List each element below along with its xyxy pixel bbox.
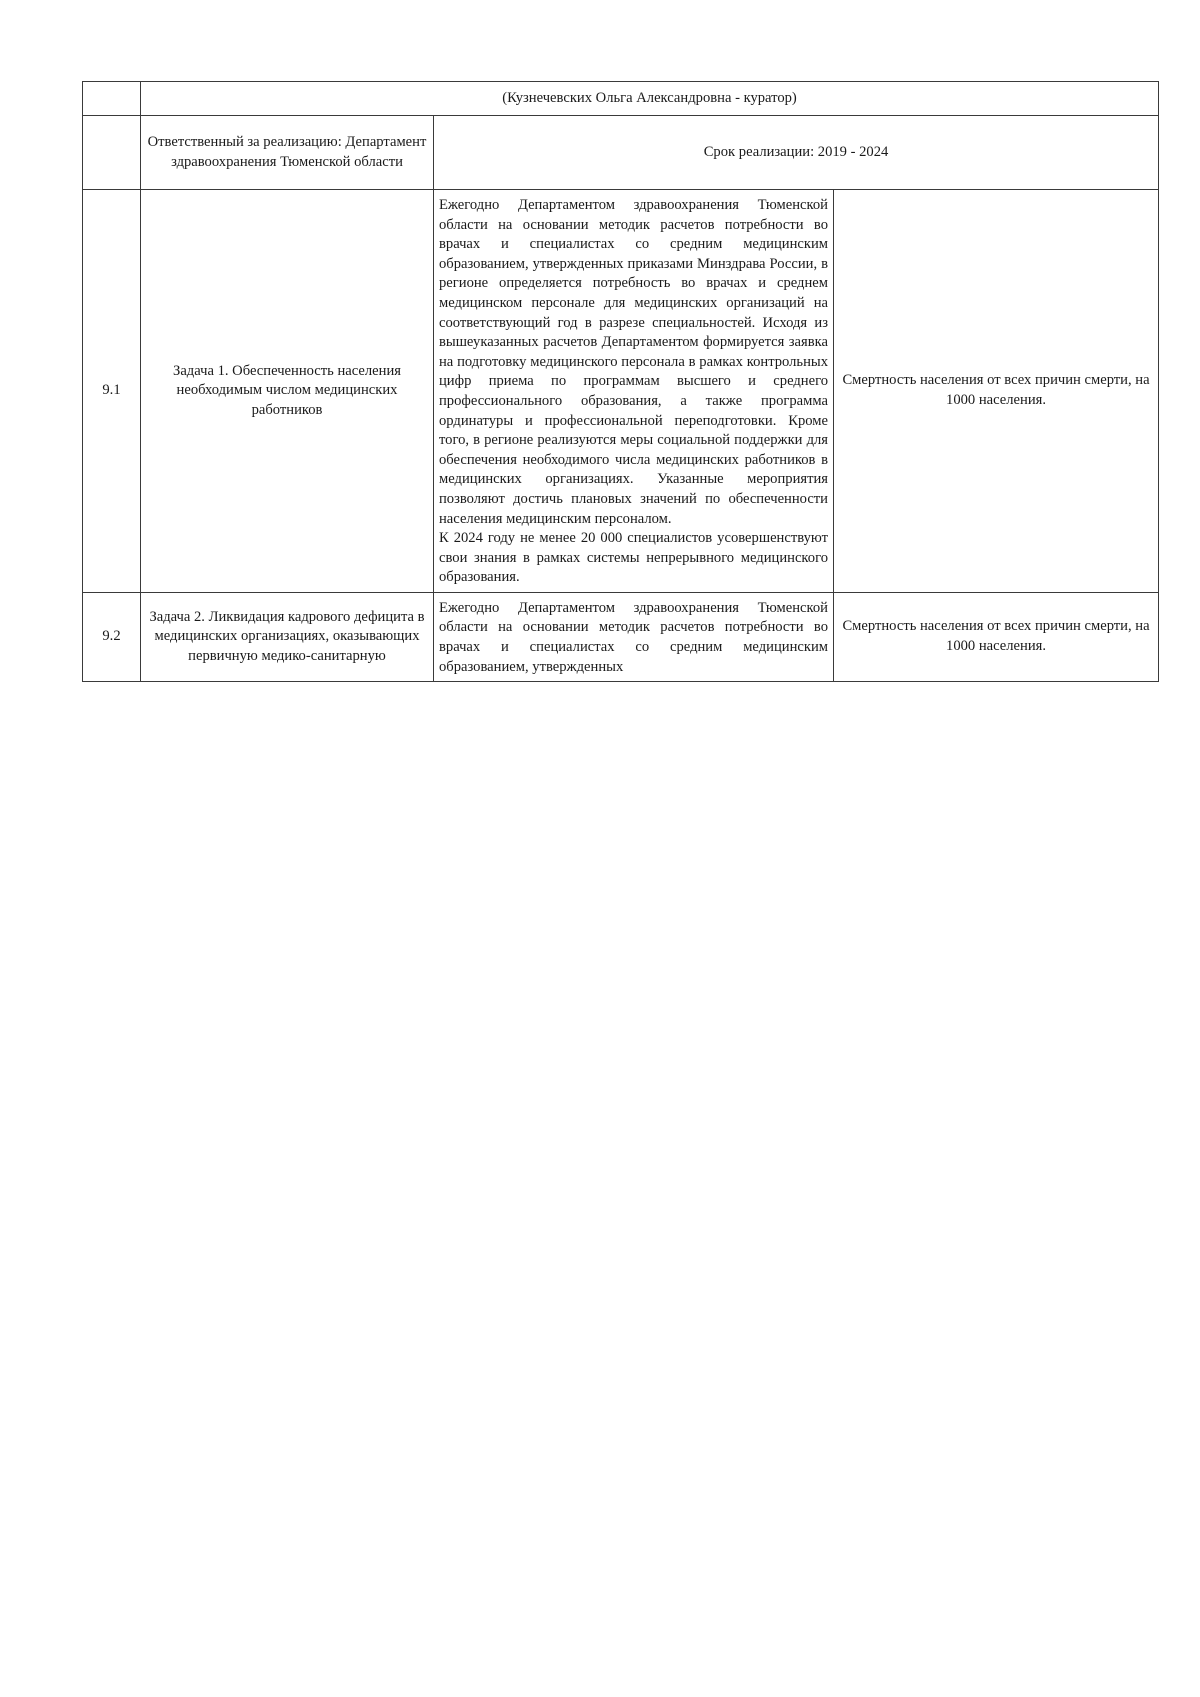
task-cell: Задача 2. Ликвидация кадрового дефицита в медицинских организациях, оказывающих первичную медико-санитарную xyxy=(141,592,434,681)
empty-num-cell xyxy=(83,116,141,190)
task-cell: Задача 1. Обеспеченность населения необходимым числом медицинских работников xyxy=(141,190,434,593)
row-number: 9.2 xyxy=(83,592,141,681)
description-paragraph: Ежегодно Департаментом здравоохранения Тюменской области на основании методик расчетов потребности во врачах и специалистах со средним медицинским образованием, утвержденных xyxy=(439,599,828,675)
curator-row xyxy=(83,82,1159,116)
indicator-cell: Смертность населения от всех причин смерти, на 1000 населения. xyxy=(834,190,1159,593)
row-number: 9.1 xyxy=(83,190,141,593)
description-cell xyxy=(434,592,834,681)
term-cell: Срок реализации: 2019 - 2024 xyxy=(434,116,1159,190)
description-cell xyxy=(434,190,834,593)
description-paragraph: К 2024 году не менее 20 000 специалистов усовершенствуют свои знания в рамках системы непрерывного медицинского образования. xyxy=(439,530,828,586)
responsible-row xyxy=(83,116,1159,190)
indicator-cell: Смертность населения от всех причин смерти, на 1000 населения. xyxy=(834,592,1159,681)
empty-num-cell xyxy=(83,82,141,116)
description-paragraph: Ежегодно Департаментом здравоохранения Тюменской области на основании методик расчетов потребности во врачах и специалистах со средним медицинским образованием, утвержденных приказами Минздрава России, в регионе определяется потребность во врачах и среднем медицинском персонале для медицинских организаций на соответствующий год в разрезе специальностей. Исходя из вышеуказанных расчетов Департаментом формируется заявка на подготовку медицинского персонала в рамках контрольных цифр приема по программам высшего и среднего профессионального образования, а также программа ординатуры и профессиональной переподготовки. Кроме того, в регионе реализуются меры социальной поддержки для обеспечения необходимого числа медицинских работников в медицинских организациях. Указанные мероприятия позволяют достичь плановых значений по обеспеченности населения медицинским персоналом. xyxy=(439,197,828,527)
table-row xyxy=(83,592,1159,681)
program-table xyxy=(82,81,1159,682)
table-row xyxy=(83,190,1159,593)
curator-cell: (Кузнечевских Ольга Александровна - куратор) xyxy=(141,82,1159,116)
responsible-cell: Ответственный за реализацию: Департамент здравоохранения Тюменской области xyxy=(141,116,434,190)
